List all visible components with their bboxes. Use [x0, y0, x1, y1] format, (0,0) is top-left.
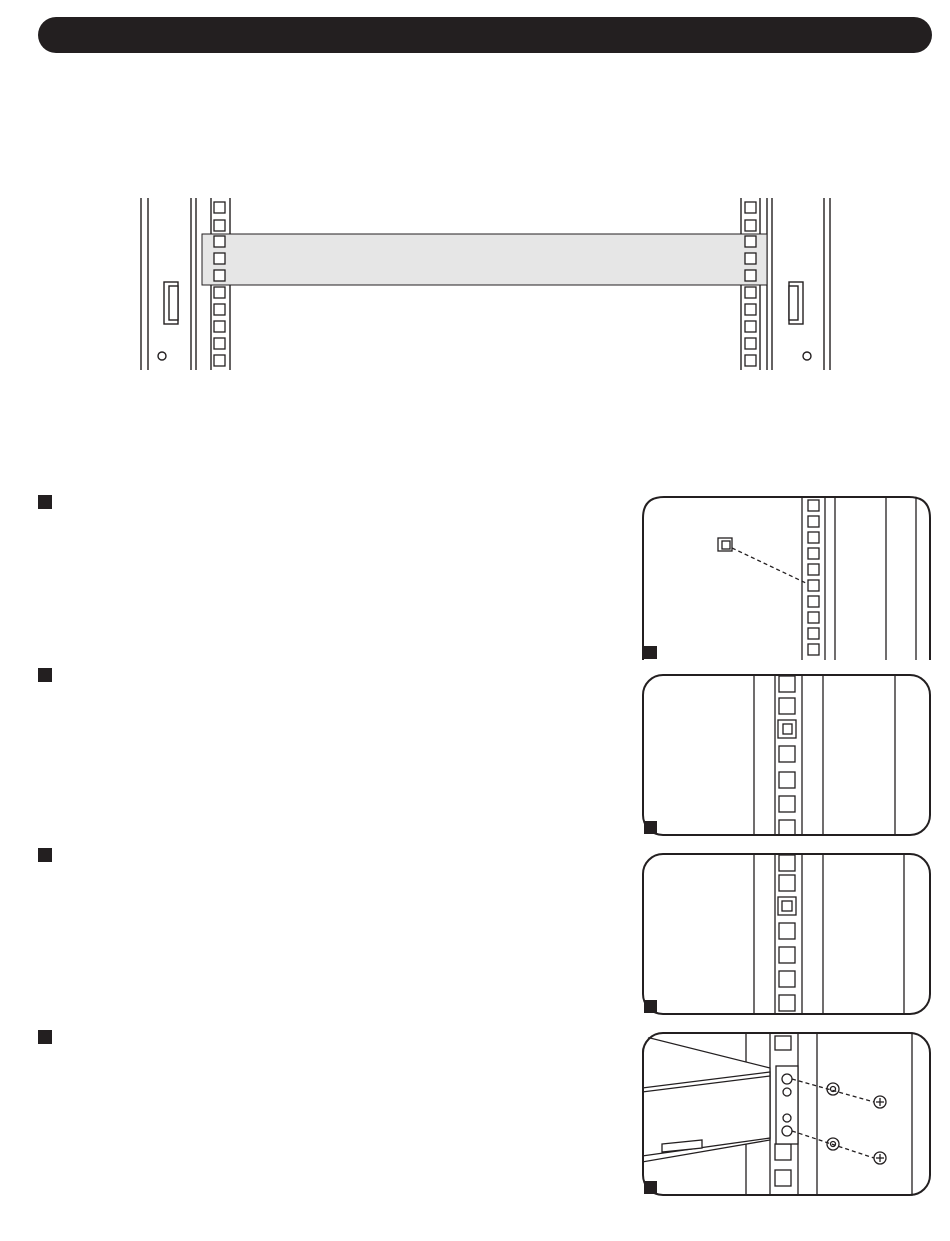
step-2-bullet: [38, 668, 52, 682]
header-bar: [38, 17, 932, 53]
panel-cage-nut-seated: [642, 674, 931, 836]
rack-diagram: [136, 192, 836, 376]
step-3-bullet: [38, 848, 52, 862]
panel-cage-nut-insert: [642, 496, 931, 660]
panel-equipment-mounting: [642, 1032, 931, 1196]
step-1-bullet: [38, 495, 52, 509]
step-4-bullet: [38, 1030, 52, 1044]
panel-cage-nut-installed: [642, 853, 931, 1015]
